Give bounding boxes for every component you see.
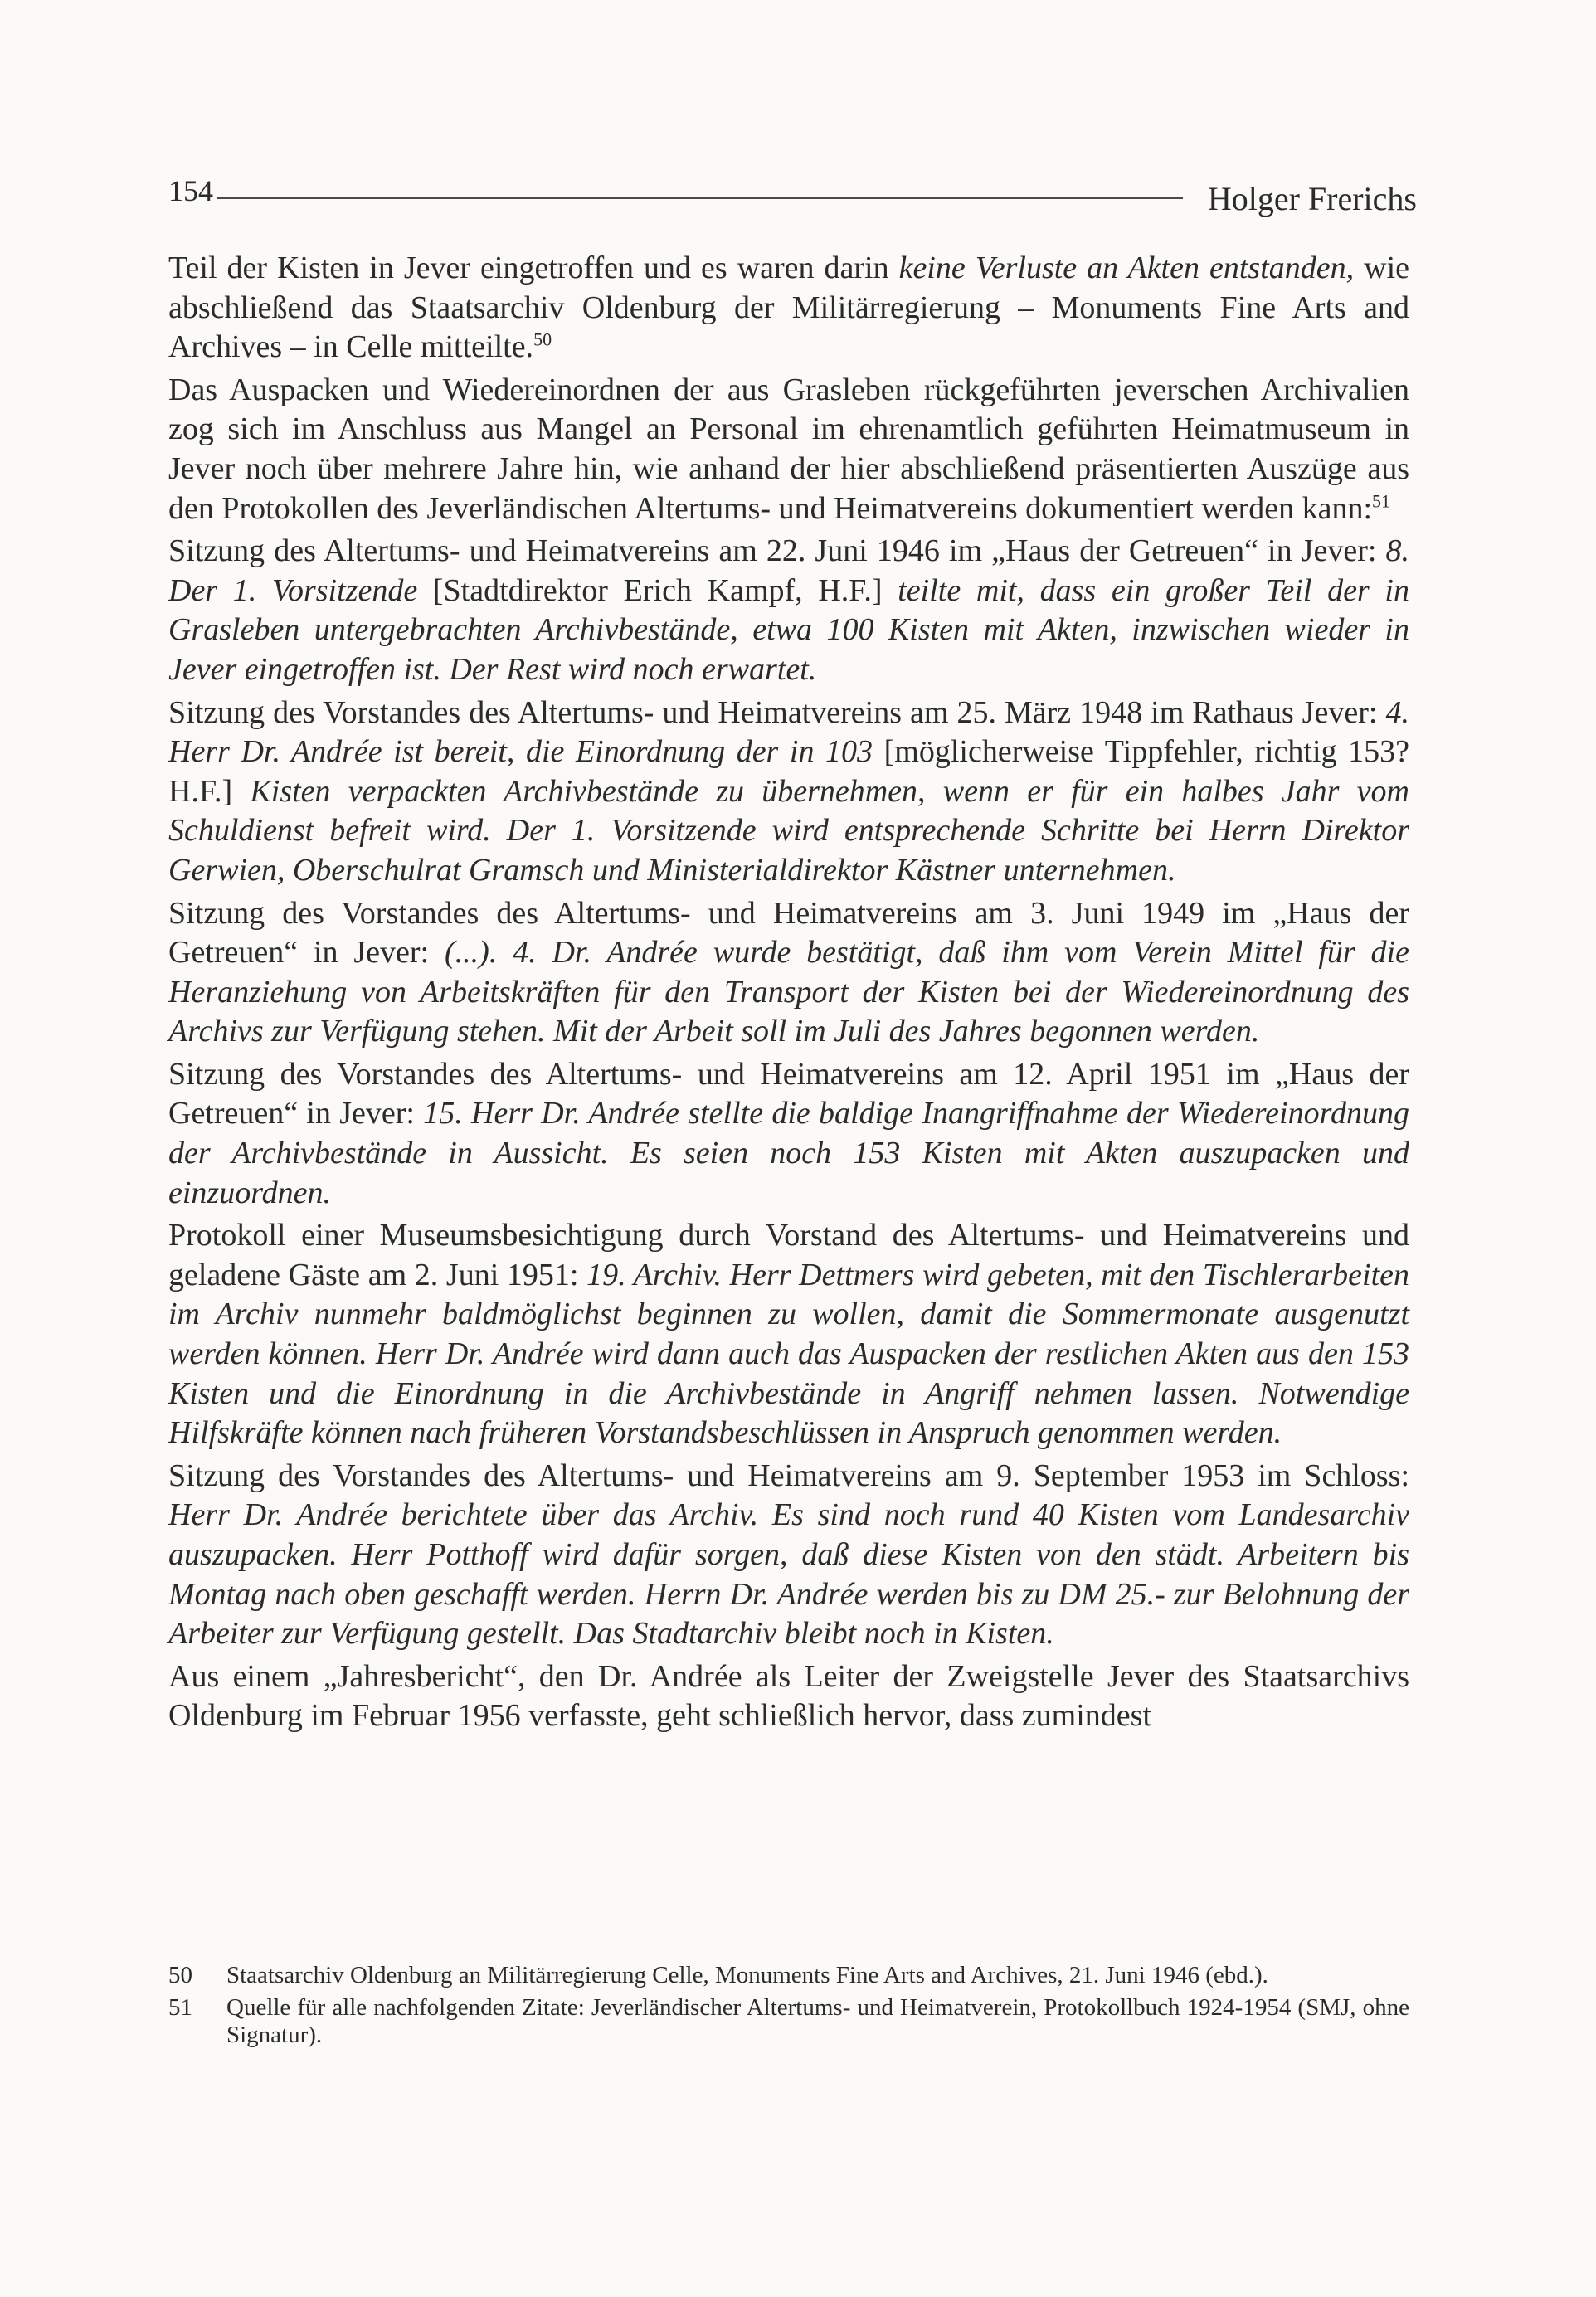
page-number: 154 [168, 174, 213, 207]
italic-quote: (...). 4. Dr. Andrée wurde bestätigt, daß ihm vom Verein Mittel für die Heranziehung von Arbeitskräften für den Transport der Kisten bei der Wiedereinordnung des Archivs zur Verfügung stehen. Mit der Arbeit soll im Juli des Jahres begonnen werden. [168, 935, 1409, 1049]
paragraph [168, 249, 1409, 367]
text-run: Das Auspacken und Wiedereinordnen der aus Grasleben rückgeführten jeverschen Archivalien zog sich im Anschluss aus Mangel an Personal im ehrenamtlich geführten Heimatmuseum in Jever noch über mehrere Jahre hin, wie anhand der hier abschließend präsentierten Auszüge aus den Protokollen des Jeverländischen Altertums- und Heimatvereins dokumentiert werden kann: [168, 372, 1409, 526]
text-run: Sitzung des Vorstandes des Altertums- und Heimatvereins am 25. März 1948 im Rathaus Jever: [168, 694, 1386, 730]
paragraph [168, 1657, 1409, 1736]
italic-quote: 19. Archiv. Herr Dettmers wird gebeten, mit den Tischlerarbeiten im Archiv nunmehr baldmöglichst beginnen zu wollen, damit die Sommermonate ausgenutzt werden können. Herr Dr. Andrée wird dann auch das Auspacken der restlichen Akten aus den 153 Kisten und die Einordnung in die Archivbestände in Angriff nehmen lassen. Notwendige Hilfskräfte können nach früheren Vorstandsbeschlüssen in Anspruch genommen werden. [168, 1257, 1409, 1451]
footnotes [168, 1962, 1409, 2054]
text-run: [möglicherweise Tippfehler, richtig 153? H.F.] [168, 734, 1409, 809]
footnote-reference: 50 [533, 328, 552, 350]
page-header [168, 149, 1417, 217]
footnote-number: 51 [168, 1994, 192, 2021]
italic-quote: teilte mit, dass ein großer Teil der in Grasleben untergebrachten Archivbestände, etwa 100 Kisten mit Akten, inzwischen wieder in Jever eingetroffen ist. Der Rest wird noch erwartet. [168, 572, 1409, 687]
footnote-text: Staatsarchiv Oldenburg an Militärregierung Celle, Monuments Fine Arts and Archives, 21. Juni 1946 (ebd.). [226, 1962, 1268, 1988]
footnote-number: 50 [168, 1962, 192, 1988]
text-run: Sitzung des Vorstandes des Altertums- und Heimatvereins am 12. April 1951 im „Haus der Getreuen“ in Jever: [168, 1056, 1409, 1131]
paragraph [168, 1457, 1409, 1654]
italic-quote: Kisten verpackten Archivbestände zu übernehmen, wenn er für ein halbes Jahr vom Schuldienst befreit wird. Der 1. Vorsitzende wird entsprechende Schritte bei Herrn Direktor Gerwien, Oberschulrat Gramsch und Ministerialdirektor Kästner unternehmen. [168, 773, 1409, 888]
italic-quote: 4. Herr Dr. Andrée ist bereit, die Einordnung der in 103 [168, 694, 1409, 770]
footnote-reference: 51 [1372, 489, 1391, 511]
footnote [168, 1994, 1409, 2049]
text-run: Sitzung des Vorstandes des Altertums- und Heimatvereins am 9. September 1953 im Schloss: [168, 1458, 1409, 1493]
italic-quote: 8. Der 1. Vorsitzende [168, 533, 1409, 608]
text-run: Teil der Kisten in Jever eingetroffen und es waren darin [168, 251, 899, 285]
running-head-author: Holger Frerichs [1207, 180, 1417, 217]
italic-quote: keine Verluste an Akten entstanden, [898, 251, 1355, 285]
italic-quote: 15. Herr Dr. Andrée stellte die baldige Inangriffnahme der Wiedereinordnung der Archivbestände in Aussicht. Es seien noch 153 Kisten mit Akten auszupacken und einzuordnen. [168, 1096, 1409, 1210]
paragraph [168, 894, 1409, 1052]
header-rule [217, 197, 1183, 199]
footnote-text: Quelle für alle nachfolgenden Zitate: Jeverländischer Altertums- und Heimatverein, Protokollbuch 1924-1954 (SMJ, ohne Signatur). [226, 1994, 1409, 2048]
text-run: Sitzung des Vorstandes des Altertums- und Heimatvereins am 3. Juni 1949 im „Haus der Getreuen“ in Jever: [168, 895, 1409, 971]
text-run: wie abschließend das Staatsarchiv Oldenburg der Militärregierung – Monuments Fine Arts and Archives – in Celle mitteilte. [168, 251, 1409, 365]
paragraph [168, 371, 1409, 528]
italic-quote: Herr Dr. Andrée berichtete über das Archiv. Es sind noch rund 40 Kisten vom Landesarchiv auszupacken. Herr Potthoff wird dafür sorgen, daß diese Kisten von den städt. Arbeitern bis Montag nach oben geschafft werden. Herrn Dr. Andrée werden bis zu DM 25.- zur Belohnung der Arbeiter zur Verfügung gestellt. Das Stadtarchiv bleibt noch in Kisten. [168, 1497, 1409, 1652]
paragraph [168, 1216, 1409, 1453]
text-run: [Stadtdirektor Erich Kampf, H.F.] [417, 572, 898, 608]
footnote [168, 1962, 1409, 1989]
text-run: Protokoll einer Museumsbesichtigung durch Vorstand des Altertums- und Heimatvereins und geladene Gäste am 2. Juni 1951: [168, 1218, 1409, 1292]
paragraph [168, 532, 1409, 689]
text-run: Sitzung des Altertums- und Heimatvereins am 22. Juni 1946 im „Haus der Getreuen“ in Jever: [168, 533, 1386, 569]
body-text [168, 249, 1409, 1740]
paragraph [168, 1055, 1409, 1213]
paragraph [168, 693, 1409, 891]
text-run: Aus einem „Jahresbericht“, den Dr. Andrée als Leiter der Zweigstelle Jever des Staatsarchivs Oldenburg im Februar 1956 verfasste, geht schließlich hervor, dass zumindest [168, 1658, 1409, 1734]
